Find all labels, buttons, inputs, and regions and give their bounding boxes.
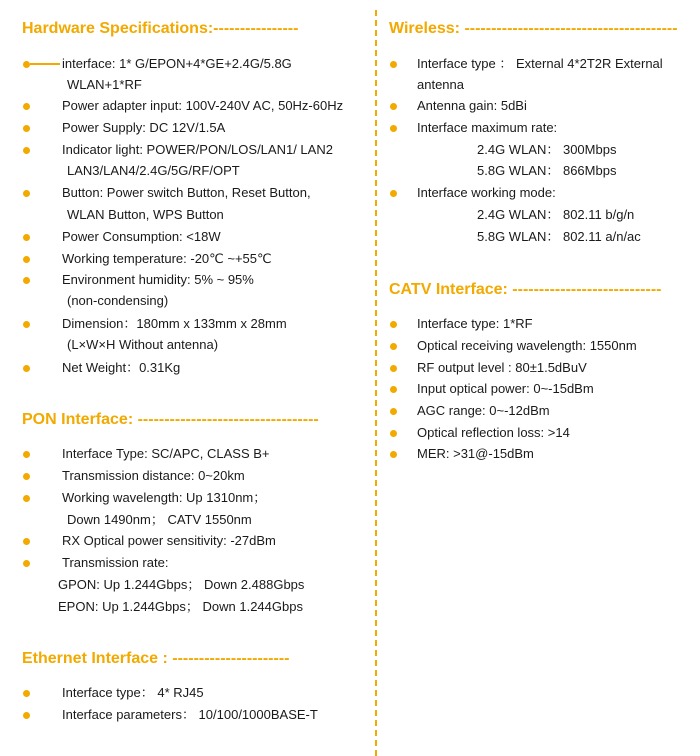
wl-max-rate: Interface maximum rate: — [417, 120, 558, 135]
bullet-icon — [23, 690, 30, 697]
bullet-icon — [23, 190, 30, 197]
bullet-icon — [23, 147, 30, 154]
pon-rate-gpon: GPON: Up 1.244Gbps； Down 2.488Gbps — [58, 577, 305, 592]
hardware-title: Hardware Specifications:---------------- — [22, 20, 299, 37]
bullet-icon — [390, 190, 397, 197]
bullet-icon — [23, 256, 30, 263]
hw-weight: Net Weight：0.31Kg — [62, 360, 181, 375]
catv-title: CATV Interface: ---------------------------- — [389, 281, 662, 298]
wl-mode-24g: 2.4G WLAN： 802.11 b/g/n — [477, 207, 635, 222]
bullet-icon — [23, 560, 30, 567]
bullet-icon — [23, 125, 30, 132]
hw-power-adapter: Power adapter input: 100V-240V AC, 50Hz-60Hz — [62, 98, 344, 113]
bullet-icon — [23, 451, 30, 458]
bullet-icon — [390, 103, 397, 110]
wl-mode-58g: 5.8G WLAN： 802.11 a/n/ac — [477, 229, 641, 244]
pon-rate-epon: EPON: Up 1.244Gbps； Down 1.244Gbps — [58, 599, 303, 614]
hw-interface: interface: 1* G/EPON+4*GE+2.4G/5.8G — [62, 56, 292, 71]
bullet-icon — [23, 234, 30, 241]
bullet-icon — [390, 61, 397, 68]
catv-wavelength: Optical receiving wavelength: 1550nm — [417, 338, 637, 353]
hw-dimension: Dimension：180mm x 133mm x 28mm — [62, 316, 287, 331]
hw-dimension-cont: (L×W×H Without antenna) — [67, 337, 219, 352]
bullet-icon — [23, 365, 30, 372]
column-divider — [375, 10, 377, 756]
hw-indicator-cont: LAN3/LAN4/2.4G/5G/RF/OPT — [67, 163, 240, 178]
pon-sensitivity: RX Optical power sensitivity: -27dBm — [62, 533, 276, 548]
wl-interface-type: Interface type ： External 4*2T2R External — [417, 56, 663, 71]
bullet-icon — [390, 321, 397, 328]
bullet-icon — [390, 365, 397, 372]
catv-input-power: Input optical power: 0~-15dBm — [417, 381, 594, 396]
catv-reflection: Optical reflection loss: >14 — [417, 425, 570, 440]
bullet-icon — [390, 343, 397, 350]
ethernet-title: Ethernet Interface : ---------------------- — [22, 650, 290, 667]
bullet-icon — [390, 430, 397, 437]
bullet-icon — [23, 538, 30, 545]
pon-rate: Transmission rate: — [62, 555, 169, 570]
hw-indicator: Indicator light: POWER/PON/LOS/LAN1/ LAN2 — [62, 142, 333, 157]
catv-agc: AGC range: 0~-12dBm — [417, 403, 550, 418]
hw-humidity-cont: (non-condensing) — [67, 293, 169, 308]
bullet-icon — [23, 103, 30, 110]
pon-distance: Transmission distance: 0~20km — [62, 468, 245, 483]
pon-type: Interface Type: SC/APC, CLASS B+ — [62, 446, 270, 461]
bullet-icon — [23, 321, 30, 328]
bullet-icon — [23, 473, 30, 480]
pon-wavelength: Working wavelength: Up 1310nm； — [62, 490, 267, 505]
wl-rate-24g: 2.4G WLAN： 300Mbps — [477, 142, 617, 157]
hw-button-cont: WLAN Button, WPS Button — [67, 207, 224, 222]
bullet-icon — [390, 408, 397, 415]
wireless-title: Wireless: ---------------------------------------- — [389, 20, 678, 37]
bullet-icon — [23, 277, 30, 284]
catv-rf-output: RF output level : 80±1.5dBuV — [417, 360, 587, 375]
eth-params: Interface parameters： 10/100/1000BASE-T — [62, 707, 318, 722]
connector-line — [30, 63, 60, 65]
wl-interface-type-cont: antenna — [417, 77, 464, 92]
hw-power-supply: Power Supply: DC 12V/1.5A — [62, 120, 226, 135]
bullet-icon — [23, 61, 30, 68]
bullet-icon — [23, 712, 30, 719]
pon-wavelength-cont: Down 1490nm； CATV 1550nm — [67, 512, 252, 527]
pon-title: PON Interface: ---------------------------------- — [22, 411, 319, 428]
hw-temperature: Working temperature: -20℃ ~+55℃ — [62, 251, 272, 266]
catv-type: Interface type: 1*RF — [417, 316, 533, 331]
wl-antenna-gain: Antenna gain: 5dBi — [417, 98, 527, 113]
bullet-icon — [390, 386, 397, 393]
hw-consumption: Power Consumption: <18W — [62, 229, 221, 244]
eth-type: Interface type： 4* RJ45 — [62, 685, 204, 700]
wl-rate-58g: 5.8G WLAN： 866Mbps — [477, 163, 617, 178]
bullet-icon — [23, 495, 30, 502]
wl-mode: Interface working mode: — [417, 185, 556, 200]
hw-humidity: Environment humidity: 5% ~ 95% — [62, 272, 254, 287]
bullet-icon — [390, 125, 397, 132]
catv-mer: MER: >31@-15dBm — [417, 446, 534, 461]
bullet-icon — [390, 451, 397, 458]
hw-button: Button: Power switch Button, Reset Button, — [62, 185, 311, 200]
hw-interface-cont: WLAN+1*RF — [67, 77, 142, 92]
